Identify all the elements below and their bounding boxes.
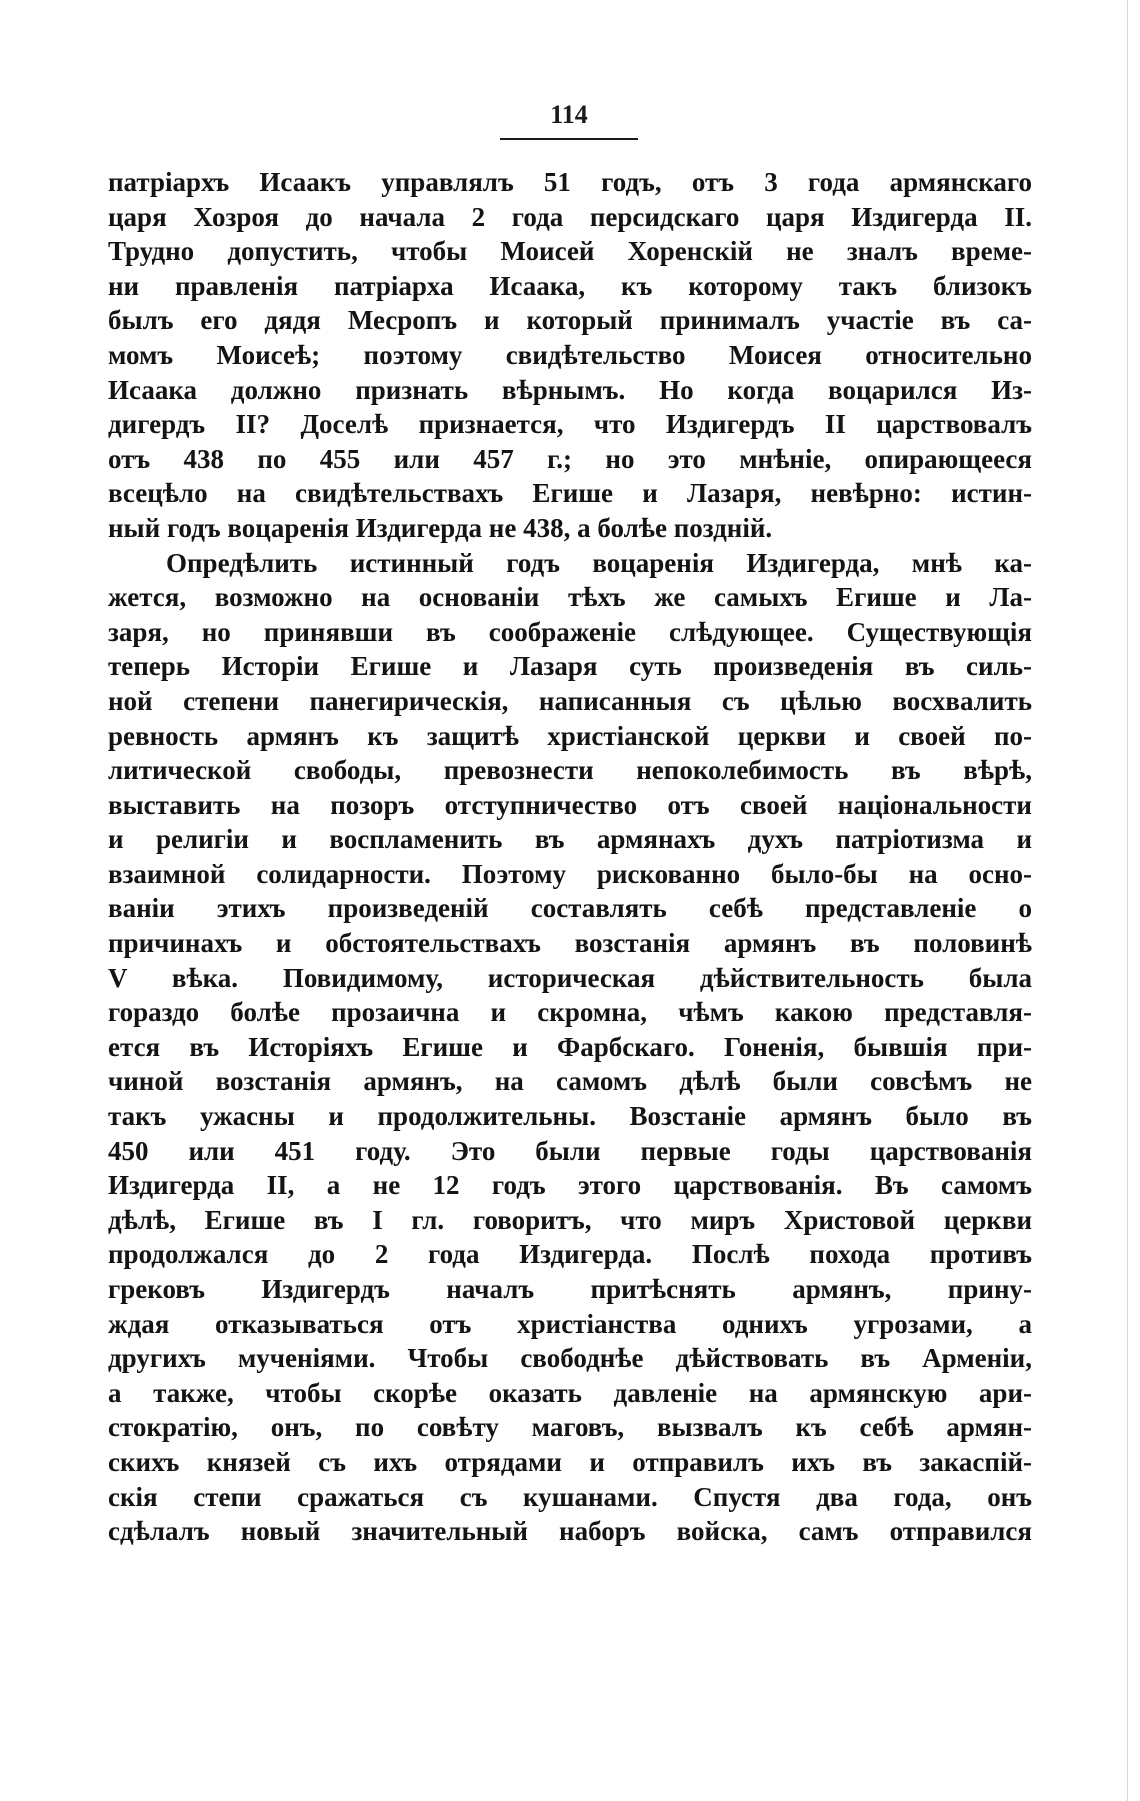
text-line: взаимной солидарности. Поэтому рискованно было-бы на осно- bbox=[108, 858, 1032, 889]
text-line: царя Хозроя до начала 2 года персидскаго царя Издигерда II. bbox=[108, 201, 1032, 232]
text-line: ждая отказываться отъ христіанства однихъ угрозами, а bbox=[108, 1308, 1032, 1339]
text-line: а также, чтобы скорѣе оказать давленіе на армянскую ари- bbox=[108, 1377, 1032, 1408]
text-line: скія степи сражаться съ кушанами. Спустя два года, онъ bbox=[108, 1481, 1032, 1512]
body-text bbox=[108, 165, 1032, 1549]
text-line: всецѣло на свидѣтельствахъ Егише и Лазаря, невѣрно: истин- bbox=[108, 478, 1032, 509]
text-line: ревность армянъ къ защитѣ христіанской церкви и своей по- bbox=[108, 720, 1032, 751]
text-line: сдѣлалъ новый значительный наборъ войска, самъ отправился bbox=[108, 1516, 1032, 1547]
page-edge-line bbox=[1127, 0, 1128, 1801]
text-line: былъ его дядя Месропъ и который принималъ участіе въ са- bbox=[108, 305, 1032, 336]
text-line: ется въ Исторіяхъ Егише и Фарбскаго. Гоненія, бывшія при- bbox=[108, 1031, 1032, 1062]
text-line: ни правленія патріарха Исаака, къ которому такъ близокъ bbox=[108, 270, 1032, 301]
text-line: Исаака должно признать вѣрнымъ. Но когда воцарился Из- bbox=[108, 374, 1032, 405]
text-line: патріархъ Исаакъ управлялъ 51 годъ, отъ 3 года армянскаго bbox=[108, 167, 1032, 197]
text-line: другихъ мученіями. Чтобы свободнѣе дѣйствовать въ Арменіи, bbox=[108, 1343, 1032, 1374]
text-line: стократію, онъ, по совѣту маговъ, вызвалъ къ себѣ армян- bbox=[108, 1412, 1032, 1443]
text-line: жется, возможно на основаніи тѣхъ же самыхъ Егише и Ла- bbox=[108, 582, 1032, 613]
text-line: дигердъ II? Доселѣ признается, что Издигердъ II царствовалъ bbox=[108, 409, 1032, 440]
text-line: дѣлѣ, Егише въ I гл. говоритъ, что миръ Христовой церкви bbox=[108, 1204, 1032, 1235]
text-line: 450 или 451 году. Это были первые годы царствованія bbox=[108, 1135, 1032, 1166]
text-line: заря, но принявши въ соображеніе слѣдующее. Существующія bbox=[108, 616, 1032, 647]
text-line: выставить на позоръ отступничество отъ своей національности bbox=[108, 789, 1032, 820]
text-line: Издигерда II, а не 12 годъ этого царствованія. Въ самомъ bbox=[108, 1170, 1032, 1201]
text-line: чиной возстанія армянъ, на самомъ дѣлѣ были совсѣмъ не bbox=[108, 1066, 1032, 1097]
text-line: момъ Моисеѣ; поэтому свидѣтельство Моисея относительно bbox=[108, 339, 1032, 370]
text-line: теперь Исторіи Егише и Лазаря суть произведенія въ силь- bbox=[108, 651, 1032, 682]
text-line: ваніи этихъ произведеній составлять себѣ представленіе о bbox=[108, 893, 1032, 924]
text-line: такъ ужасны и продолжительны. Возстаніе армянъ было въ bbox=[108, 1101, 1032, 1132]
text-line: продолжался до 2 года Издигерда. Послѣ похода противъ bbox=[108, 1239, 1032, 1270]
page-number-rule bbox=[500, 138, 638, 140]
text-line: гораздо болѣе прозаична и скромна, чѣмъ какою представля- bbox=[108, 997, 1032, 1028]
text-line: Трудно допустить, чтобы Моисей Хоренскій не зналъ време- bbox=[108, 236, 1032, 267]
text-line: грековъ Издигердъ началъ притѣснять армянъ, прину- bbox=[108, 1274, 1032, 1304]
text-line: V вѣка. Повидимому, историческая дѣйствительность была bbox=[108, 962, 1032, 993]
text-line: и религіи и воспламенить въ армянахъ духъ патріотизма и bbox=[108, 824, 1032, 855]
text-line: отъ 438 по 455 или 457 г.; но это мнѣніе, опирающееся bbox=[108, 443, 1032, 474]
text-line: литической свободы, превознести непоколебимость въ вѣрѣ, bbox=[108, 755, 1032, 786]
text-line: скихъ князей съ ихъ отрядами и отправилъ ихъ въ закаспій- bbox=[108, 1446, 1032, 1477]
text-line: Опредѣлить истинный годъ воцаренія Издигерда, мнѣ ка- bbox=[166, 547, 1032, 578]
page-number: 114 bbox=[550, 100, 588, 129]
text-line: ной степени панегирическія, написанныя съ цѣлью восхвалить bbox=[108, 685, 1032, 716]
text-line: ный годъ воцаренія Издигерда не 438, а болѣе поздній. bbox=[108, 512, 773, 543]
text-line: причинахъ и обстоятельствахъ возстанія армянъ въ половинѣ bbox=[108, 928, 1032, 959]
